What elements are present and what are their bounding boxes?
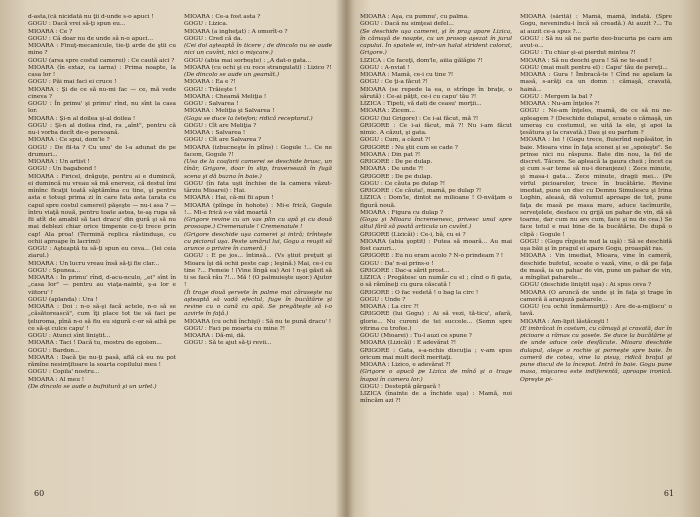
dialogue-line: GOGU (lui Grigore) : Ce i-ai făcut, mă ?! [360, 115, 479, 122]
dialogue-line: GOGU : Spunea... [28, 267, 81, 274]
dialogue-line: GRIGORE : Nu ştii cum se cade ? [360, 144, 458, 151]
dialogue-line: GOGU : Lizica. [184, 21, 228, 28]
dialogue-line: GRIGORE : De pe dulap. [360, 159, 433, 165]
dialogue-line: MIOARA (se repede la ea, o strînge în braţe, o sărută) : Ce-ai păţit, ce-i cu capu' tău ?! [360, 86, 512, 100]
dialogue-line: GOGU : E pe jos... întinsă... (Vs ştiut preţuit şi Mioara îşi dă ochii peste cap ; leşină.) Mai, ce-i cu tine ?... Femeie ! (Vine lîngă ea) Aoi ! n-şi găsit să ti se facă rău ?!... Mă ! (O palmuieşte ușor.) Ajutor ! [184, 253, 332, 289]
dialogue-line: MIOARA (cu ochi şi cu roce strangulati) : Lizico ?! [184, 64, 332, 71]
dialogue-line: GRIGORE : Eu nu eram acolo ? N-o prindeam ? ! [360, 253, 504, 260]
dialogue-line: MIOARA (sărită) : Mamă, mamă, îndată. (Spre Gogu, nevenindu-i încă să creadă.) Ai auzit ?... Tu ai auzit ce-a spus ?... [520, 14, 672, 35]
dialogue-line: GOGU : Că doar nu de unde să n-o apuci... [28, 35, 154, 42]
dialogue-line: LIZICA : Tipeti, vă dati de ceasu' morţii... [360, 101, 482, 107]
dialogue-line: GOGU (mai mult pentru el) : Capu' tău de pereţi... [520, 64, 668, 71]
dialogue-line: GOGU : Să te ajut să-ţi revii... [184, 340, 272, 347]
stage-direction: (Îi trage două şervete în palme mai căraseşte nu aşteaptă să vadă efectul, fuge în bucătărie şi revine cu o cană cu apă. Se pregăteşte să i-o azvirle în faţă.) [184, 289, 332, 318]
dialogue-line: GOGU : Ce căuta pe dulap ?! [360, 180, 446, 187]
dialogue-line: MIOARA : Finuţ-mecanicule, tie-ţi arde de ştii cu mine ? [28, 43, 176, 57]
dialogue-line: GOGU : Desteptă gărgară ! [360, 383, 441, 390]
right-page [360, 14, 674, 504]
left-page [28, 14, 332, 504]
dialogue-line: GOGU : Unde ? [360, 296, 406, 303]
dialogue-line: MIOARA : Taci ! Dacă tu, mostru de egoism... [28, 340, 162, 347]
dialogue-line: GOGU : Bardon... [28, 347, 80, 354]
dialogue-line: MIOARA : În primu' rînd, d-acu-nculo, „ei" sînt în „casa lor" — pentru au viaţa-naintè, ş-a lor e viitoru' ! [28, 275, 176, 296]
dialogue-line: GOGU (arsa spre costul camerei) : Ce caută aici ? [28, 57, 175, 64]
dialogue-line: GOGU : În primu' şi primu' rînd, nu sînt la casa lor. [28, 101, 176, 115]
stage-direction: (De dincolo se aude o bufnitură şi un urlet.) [28, 383, 157, 390]
dialogue-line: GOGU : De fil-ta ? Cu unu' de l-a adunat de pe drumuri... [28, 144, 176, 158]
dialogue-line: GOGU (în fata uşii închise de la camera văzut-târziu Mioarei) : Hai. [184, 180, 332, 194]
dialogue-line: GRIGORE (Lizicăi) : Ce-i, bă, cu ei ? [360, 231, 466, 238]
dialogue-line: MIOARA : Aşa, cu pumnu', cu palma. [360, 14, 469, 20]
stage-direction: (Grigore revine cu un vas plin cu apă şi cu două prosoape.) Cremenaiule ! Cremenaiule ! [184, 217, 332, 231]
book-gutter [335, 0, 355, 517]
dialogue-line: MIOARA : Din pat ?! [360, 151, 421, 158]
dialogue-line: MIOARA : Ce spui, dom'le ? [28, 137, 110, 144]
dialogue-line: GOGU : Dacă nu simţeai defel... [360, 21, 454, 28]
left-page-number: 60 [34, 489, 45, 498]
dialogue-line: MIOARA : Dacă ţie nu-ţi pasă, află că eu nu pot rămîne nesimţitoare la soarta copilului meu ! [28, 354, 176, 368]
dialogue-line: GOGU : Ce ţi-a făcut ?! [360, 79, 428, 86]
dialogue-line: LIZICA : Dom'le, dintot ne milioane ! O-nvăţam o figură nouă. [360, 195, 512, 209]
dialogue-line: MIOARA : Zicem... [360, 108, 415, 115]
dialogue-line: MIOARA : Hai, că-mi fii apun ! [184, 195, 274, 202]
dialogue-line: MIOARA : Iei ! (Gogu trece, fluierînd nepăsător, în baie. Mioara vine în faţa scenei şi se „spoieşte". Se prinse nici nu răspuns. Bate din nou, la fel de discret. Tăcere. Se apleacă la gaura cheii ; încet ca şi cum s-ar teme să nu-i deranjeze) : Zece minute, şi masa-i gata... Zece minute, dragii mei... (Pe virful picioarelor, trece în bucătărie. Revine imediat, pune un disc cu Demnu Simulescu şi Irina Loghin, aleasă, dă volumul aproape de tot, pune faţa de masă pe masa mare, aduce tacîmurile, serveţelele, desface cu grijă un pahar de vin, dă să toarne, dar cum nu are cum, face şi nu de cea.) Se face totul e mai bine de la bucătărie. De după o clipă : Gogule ! [520, 137, 672, 238]
dialogue-line: MIOARA (Lizicăi) : E adevărat ?! [360, 340, 457, 347]
dialogue-line: GOGU : Să nu să ne parte deo-bucuria pe care am avut-o... [520, 35, 672, 49]
dialogue-line: GOGU : Atunci sînt liniştit... [28, 333, 111, 339]
dialogue-line: GOGU : Cum, a căzut ?! [360, 137, 431, 144]
dialogue-line: MIOARA : De unde ?! [360, 166, 424, 173]
dialogue-line: MIOARA (cu ochii închişi) : Să nu te pună dracu' ! [184, 318, 332, 325]
dialogue-line: GOGU : Cît are Meliţia ? [184, 122, 257, 129]
dialogue-line: GOGU : Trăieşte ! [184, 86, 237, 93]
dialogue-line: MIOARA : Figura cu dulap ? [360, 209, 444, 216]
dialogue-line: MIOARA : Şi de ce să nu-mi fac — ce, mă vede cineva ? [28, 86, 176, 100]
dialogue-line: MIOARA (abia şoptit) : Putea să moară... Au mai fost cazuri... [360, 238, 512, 252]
dialogue-line: GOGU : Da' n-ai prins-o ! [360, 260, 434, 267]
dialogue-line: MIOARA : Lizico, e adevărat ?! [360, 362, 451, 368]
dialogue-line: MIOARA : Ea e ?! [184, 79, 236, 86]
stage-direction: (Usa de la coafarii camerei se deschide brusc, un tînăr, Grigore, doar în slip, traversează în fugă scena şi dă buzna în baie.) [184, 159, 332, 180]
dialogue-line: LIZICA (înainte de a închide uşa) : Mamă, noi mîncăm azi ?! [360, 391, 512, 405]
dialogue-line: MIOARA : Vin imediat, Mioara, vine în cameră, deschide bufetul, scoate o vază, vine, o dă pe faţa de masă, ia un pahar de vin, pune un pahar de vin, a mîngîiat paharele... [520, 253, 672, 281]
stage-direction: (Grigore deschide uşa camerei şi intră; trînteşte cu piciorul uşa. Peste umărul lui, Gogu a reuşit să arunce o privire în cameră.) [184, 231, 332, 252]
dialogue-line: GOGU : Tu chiar şi-ai pierdut mintea ?! [520, 50, 636, 57]
dialogue-line: MIOARA : Am-lipit lăstăceşti ! [520, 318, 609, 325]
dialogue-line: MIOARA : La circ ?! [360, 304, 419, 310]
dialogue-line: GOGU : Salvarea ! [184, 101, 239, 107]
dialogue-line: GOGU : Un bagabond ! [28, 166, 97, 173]
dialogue-line: MIOARA : Ce-a fost asta ? [184, 14, 261, 20]
dialogue-line: MIOARA : Un artist ! [28, 159, 90, 165]
dialogue-line: GRIGORE : De pe dulap. [360, 173, 433, 180]
dialogue-line: MIOARA (izbucneşte în plîns) : Gogule !... Ce ne facem, Gogule ?! [184, 144, 332, 158]
stage-direction: (E imbrăcat în costum, cu cămaşă şi cravată, dar în picioare a rămas cu şosete. Se duce la bucătărie şi de unde aduce cele desfăcute. Mioara deschide dulapul, alege o rochie şi porneşte spre baie. În cameră de cotea, vine la pisuş, ridică braţul şi pune discul de la început. Intră în baie. Gogu pune masa, mişcarea este indiferentă, aproape ironică. Opreşte pi- [520, 325, 672, 383]
dialogue-line: MIOARA : Şi-n al doilea şi-al doilea ! [28, 115, 136, 122]
dialogue-line: MIOARA : Cheamă Meliţia ! [184, 93, 267, 100]
dialogue-line: MIOARA : Să nu deochi gura ! Să ne te-aud ! [520, 57, 652, 64]
dialogue-line: MIOARA : Doi : n-o să-şi facă actele, n-o să se „căsătorească", cum îţi place tot tie să faci pe ţeluroma, pînă n-o să fiu eu sigură c-or să aibă pe ce să-şi culce capu' ! [28, 304, 176, 332]
right-page-column-1 [360, 14, 512, 484]
dialogue-line: GOGU (abia mai sorbeşte) : „A dat-o gata... [184, 57, 312, 64]
dialogue-line: GOGU : Dacă vrei să-ţi spun eu... [28, 21, 126, 28]
stage-direction: (Cei doi aşteaptă în ticere ; de dincolo nu se aude nici un cuvînt, nici o mişcare.) [184, 43, 332, 57]
stage-direction: (De dincolo se aude un geamăt.) [184, 72, 280, 78]
dialogue-line: LIZICA : Pregătesc un număr cu el ; cînd o fi gata, o să rămîneţi cu gura căscată ! [360, 275, 512, 289]
right-page-number: 61 [663, 489, 674, 498]
dialogue-line: GOGU : Copila' nostru... [28, 369, 100, 376]
dialogue-line: GOGU (aplanda) : Ura ! [28, 296, 98, 303]
dialogue-line: MIOARA : Ce ? [28, 28, 73, 35]
dialogue-line: MIOARA (în extaz, ca iarna) : Prima noapte, la casa lor ! [28, 64, 176, 78]
dialogue-line: GOGU : A-nviat ! [360, 64, 410, 71]
dialogue-line: MIOARA : Gura ! Îmbracă-te ! Cînd ne apelam la masă, s-arăţi ca un domn : cămaşă, cravată, haină... [520, 72, 672, 93]
dialogue-line: MIOARA (plînge în hohote) : Mi-e frică, Gogule !... Mi-e frică s-o văd moartă ! [184, 202, 332, 216]
right-page-column-2 [520, 14, 672, 484]
dialogue-line: GOGU : (Gogu rînjeşte nud la uşă) : Să se deschidă uşa băii şi în pragul ei apare Gogu, proaspăt ras. [520, 238, 672, 252]
dialogue-line: GOGU : Faci pe moarta cu mine ?! [184, 325, 286, 332]
dialogue-line: MIOARA (a ingheţat) : A omorît-o ? [184, 28, 288, 35]
left-page-column-1 [28, 14, 176, 484]
dialogue-line: GOGU (Mioarei) : Tu-l auzi ce spune ? [360, 333, 472, 339]
dialogue-line: GRIGORE : Ce căuta!, mamă, pe dulap ?! [360, 188, 482, 194]
dialogue-line: GOGU : Păi mai faci ei cruce ! [28, 79, 117, 86]
stage-direction: (Gogu se duce la telefon; ridică receptorul.) [184, 115, 313, 122]
dialogue-line: MIOARA : Al meu ! [28, 376, 85, 383]
dialogue-line: LIZICA : Ce faceţi, dom'le, aiiia gălăgie ?! [360, 57, 483, 64]
left-page-column-2 [184, 14, 332, 484]
dialogue-line: MIOARA : Salvarea ! [184, 130, 246, 136]
dialogue-line: GOGU : Ne-am înţeles, mamă, de ce să nu ne-apleagem ? (Deschide dulapul, scoate o cămaşă, un umeraş cu costumul, se uită la ele, şi apoi la ţesătura şi la cravată.) Dau şi eu parfum ? [520, 108, 672, 136]
dialogue-line: GOGU : Mergem la bal ? [520, 93, 593, 100]
dialogue-line: GRIGORE : O fac vedetă ! o bag la circ ! [360, 289, 479, 296]
dialogue-line: MIOARA : Un lucru vreau însă să-ţi fie clar... [28, 260, 160, 267]
dialogue-line: MIOARA : Mamă, ce-i cu tine ?! [360, 72, 454, 78]
dialogue-line: MIOARA : Firicel, drăguţe, pentru ai e dumincă, ei dumincă nu vreau să mă enervez, că destul îmi mînînc ficaţii toată săptămîna cu tine, şi pentru asta e totuşi prima zi în care fata asta (arata cu capul spre costul camerei) păşeşte — nu-i asa ? — întru viaţă nouă, pentru toate astea, te-aş ruga să fii atît de amabil să taci dracu' din gură şi să nu mai deblezi chiar orice timpenie ce-ţi trece prin cap! Ala proa! (Termină replica răstinduşe, cu ochii aproape în lacrimi) [28, 173, 176, 245]
dialogue-line: GRIGORE : Dac-a sărit prost... [360, 267, 450, 274]
dialogue-line: GOGU : Cît are Salvarea ? [184, 137, 262, 144]
dialogue-line: GOGU : Cred că da. [184, 35, 243, 42]
dialogue-line: GOGU : Aşteaptă tu să-ţi spun eu ceva... (Iei ceia ziarul.) [28, 246, 176, 260]
dialogue-line: d-asta,(că nicidată nu ţii d-unde s-o apuci ! [28, 14, 154, 20]
stage-direction: (Se deschide uşa camerei, şi în prag apare Lizica, în cămaşă de noapte, cu un prosop aşezat în jurul capului. În spatele ei, intr-un halat strident colorat, Grigore.) [360, 28, 512, 57]
dialogue-line: GRIGORE : Gata, s-a-nchis discuţia ; v-am spus oricum mai mult decît meritaţi. [360, 347, 512, 361]
dialogue-line: GOGU (cu ochii înmărmuriţi) : Are de-a-mijlocu' o tavă. [520, 304, 672, 318]
dialogue-line: GOGU (deschide liniştit uşa) : Ai spus ceva ? [520, 282, 651, 289]
stage-direction: (Gogu şi Mioara încremenesc, privesc unul spre altul fără să poată articula un cuvînt.) [360, 217, 512, 231]
dialogue-line: MIOARA : Meliţia şi Salvarea ! [184, 108, 275, 115]
dialogue-line: GRIGORE (lui Gogu) : Ai să vezi, tă-ticu', afară, glorie... Nu cureni de tei succele... (Semn spre vitrina cu trofee.) [360, 311, 512, 332]
dialogue-line: MIOARA : Dă-mi, dă. [184, 333, 246, 339]
dialogue-line: MIOARA : Nu-am înţeles ?! [520, 101, 600, 107]
dialogue-line: MIOARA (O aruncă de unde şi în faţa şi trage în cameră ă aranjeză paharele... [520, 289, 672, 303]
stage-direction: (Grigore o apucă pe Lizica de mînă şi o trage înapoi în camera lor.) [360, 369, 512, 383]
dialogue-line: GRIGORE : Ce i-ai făcut, mă ?! Nu i-am făcut nimic. A căzut, şi gata. [360, 122, 512, 136]
dialogue-line: GOGU : Şi-n al doilea rînd, ra „aînt", pentru că nu-i vorba decît de-o persoană. [28, 122, 176, 136]
